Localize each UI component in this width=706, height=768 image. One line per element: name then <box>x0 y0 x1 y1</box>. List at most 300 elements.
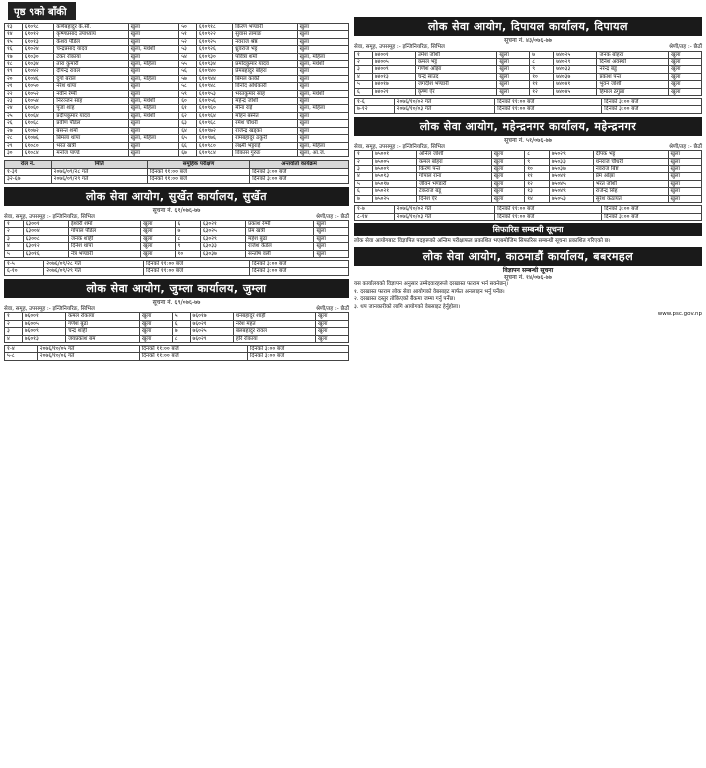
table-cell: जगदीश भण्डारी <box>415 81 496 88</box>
table-cell: २०७६/१०/०३ गते <box>394 213 495 220</box>
table-cell: खुला <box>668 166 702 173</box>
table-cell: ६१०९४० <box>196 68 232 75</box>
table-row <box>355 151 702 158</box>
jumla-table <box>4 312 349 343</box>
table-cell: खुला <box>668 158 702 165</box>
table-cell: २०७६/०९/२८ गते <box>44 261 144 268</box>
table-cell: ६३००८ <box>23 235 68 242</box>
table-row <box>5 68 349 75</box>
table-cell: ७६०२१ <box>190 320 233 327</box>
table-cell: १३ <box>525 188 550 195</box>
mahendranagar-meta-right: श्रेणी/तह :- छैठौं <box>668 143 702 150</box>
table-row <box>5 142 349 149</box>
table-cell: ७५०३७ <box>549 166 593 173</box>
table-cell: बिमल कार्की <box>233 75 297 82</box>
table-cell: १-५ <box>5 261 44 268</box>
table-cell: ५३ <box>179 46 197 53</box>
dipayal-meta-left: सेवा, समूह, उपसमूह :- इन्जिनियरिङ, सिभिल <box>354 44 445 50</box>
table-cell: खुला <box>297 127 348 134</box>
table-cell: दिनेश थापा <box>68 243 140 250</box>
notice-paragraph: २. दरखास्त दस्तुर तोकिएको बैंकमा जम्मा गर्नु पर्नेछ। <box>354 296 456 303</box>
table-cell: ७४०२५ <box>554 51 597 58</box>
kathmandu-notice-no: सूचना नं. १४/०७६-७७ <box>504 274 552 282</box>
table-cell: ७५००५ <box>373 158 417 165</box>
sifaris-text: लोक सेवा आयोगबाट विज्ञापित पदहरूको अन्तिम परीक्षाफल प्रकाशित भएबमोजिम सिफारिस सम्बन्धी सूचना प्रकाशित गरिएको छ। <box>354 237 611 244</box>
table-cell: रमेश चौधरी <box>233 120 297 127</box>
table-cell: ७ <box>172 328 190 335</box>
table-cell: ६१०७२ <box>22 127 54 134</box>
table-cell: ७६००१ <box>22 313 65 320</box>
table-cell: हिमाल ठगुन्ना <box>597 88 669 95</box>
table-cell: ५९ <box>179 90 197 97</box>
table-cell: २४ <box>5 105 23 112</box>
table-cell: खुला, महिला <box>128 61 179 68</box>
table-cell: ७४००१ <box>372 51 415 58</box>
table-cell: ८ <box>530 58 554 65</box>
table-cell: खुला <box>316 328 349 335</box>
table-cell: ७५०२१ <box>373 188 417 195</box>
page-label: पृष्ठ ९को बाँकी <box>8 2 76 20</box>
surkhet-meta-left: सेवा, समूह, उपसमूह :- इन्जिनियरिङ, सिभिल <box>4 213 95 220</box>
table-header-cell: रोल नं. <box>5 161 52 168</box>
table-cell: ७ <box>355 195 373 202</box>
jumla-meta-right: श्रेणी/तह :- छैठौं <box>315 305 349 312</box>
table-cell: ५८ <box>179 83 197 90</box>
table-cell: सुरेश कठायत <box>593 195 668 202</box>
table-cell: महेश बुढा <box>246 235 314 242</box>
table-row <box>5 313 349 320</box>
table-cell: बिमला थापा <box>54 135 128 142</box>
table-row <box>5 235 349 242</box>
table-cell: ६१०९४४ <box>196 75 232 82</box>
table-cell: खुला <box>316 335 349 342</box>
table-row <box>5 31 349 38</box>
table-cell: ७५००१ <box>373 151 417 158</box>
table-cell: ७५००९ <box>373 166 417 173</box>
table-cell: खुला <box>491 188 524 195</box>
table-cell: दिनको ३:०० बजे <box>250 176 349 183</box>
table-cell: १७ <box>5 53 23 60</box>
table-cell: ५५ <box>179 61 197 68</box>
table-row <box>5 149 349 156</box>
table-cell: खुला, महिला <box>128 105 179 112</box>
dipayal-banner: लोक सेवा आयोग, दिपायल कार्यालय, दिपायल <box>354 17 702 36</box>
table-row <box>355 66 702 73</box>
table-row <box>355 166 702 173</box>
table-cell: राजेन्द्र खड्का <box>233 127 297 134</box>
table-cell: ३ <box>355 166 373 173</box>
table-cell: ७५०२९ <box>549 151 593 158</box>
table-cell: खुला, मधेशी <box>128 98 179 105</box>
table-cell: खुला <box>128 90 179 97</box>
table-row <box>5 320 349 327</box>
table-cell: ६१०५० <box>22 83 54 90</box>
table-header-cell: समूहिक परीक्षण <box>147 161 249 168</box>
table-cell: गणेश ओझा <box>415 66 496 73</box>
table-cell: १-६ <box>355 98 395 105</box>
table-cell: उमेश जोशी <box>415 51 496 58</box>
table-header-cell: मिति <box>51 161 147 168</box>
table-cell: ६१०१२ <box>22 31 54 38</box>
mahendranagar-notice-no: सूचना नं. ५१/०७६-७७ <box>504 136 552 144</box>
table-cell: १ <box>355 151 373 158</box>
table-cell: २०७६/०९/२८ गते <box>51 168 147 175</box>
table-row <box>5 127 349 134</box>
table-cell: ५२ <box>179 38 197 45</box>
left-column <box>4 0 349 361</box>
table-cell: खुला, मधेशी <box>297 90 348 97</box>
table-cell: २०७६/१०/०२ गते <box>394 206 495 213</box>
table-cell: निरञ्जन साह <box>54 98 128 105</box>
table-cell: कृष्णप्रसाद उपाध्याय <box>54 31 128 38</box>
table-cell: खुला, आ.ज. <box>297 149 348 156</box>
table-cell: ६३०३७ <box>200 250 245 257</box>
table-cell: ६३०२९ <box>200 235 245 242</box>
table-cell: ६१०९८ <box>22 24 54 31</box>
table-cell: ५ <box>172 313 190 320</box>
table-cell: ५१ <box>179 31 197 38</box>
table-cell: ९ <box>530 66 554 73</box>
table-cell: नरेन्द्र बडू <box>597 66 669 73</box>
table-cell: दिनको ११:०० बजे <box>495 206 602 213</box>
notice-paragraph: यस कार्यालयको विज्ञापन अनुसार उम्मेदवारहरूले दरखास्त फाराम भर्न सक्नेछन्। <box>354 281 509 288</box>
table-cell: ५७ <box>179 75 197 82</box>
table-cell: ६ <box>355 188 373 195</box>
table-cell: ६७ <box>179 149 197 156</box>
table-cell: जीवन भण्डारी <box>417 180 492 187</box>
table-cell: ६३०२५ <box>200 228 245 235</box>
table-cell: १-३१ <box>5 168 52 175</box>
schedule-row <box>5 168 349 175</box>
table-cell: खुला <box>128 31 179 38</box>
table-cell: ६१०९७२ <box>196 127 232 134</box>
table-row <box>5 135 349 142</box>
table-cell: १० <box>175 250 200 257</box>
jumla-banner: लोक सेवा आयोग, जुम्ला कार्यालय, जुम्ला <box>4 279 349 298</box>
table-cell: खुला <box>668 173 702 180</box>
table-cell: नवराज बिष्ट <box>593 166 668 173</box>
table-cell: २८ <box>5 135 23 142</box>
mahendranagar-meta-left: सेवा, समूह, उपसमूह :- इन्जिनियरिङ, सिभिल <box>354 143 445 150</box>
table-cell: १० <box>530 73 554 80</box>
table-cell: ६१०७६ <box>22 135 54 142</box>
table-cell: खुला <box>128 149 179 156</box>
table-cell: दीपेन्द्र रावल <box>54 68 128 75</box>
table-cell: ७४०३७ <box>554 73 597 80</box>
table-cell: प्रदीपकुमार यादव <box>54 112 128 119</box>
table-cell: ७४००५ <box>372 58 415 65</box>
table-cell: बसन्त शर्मा <box>54 127 128 134</box>
table-cell: १२ <box>530 88 554 95</box>
table-cell: खुला <box>139 328 172 335</box>
jumla-meta-left: सेवा, समूह, उपसमूह :- इन्जिनियरिङ, सिभिल <box>4 305 95 312</box>
table-cell: २०७६/१०/०६ गते <box>37 353 139 360</box>
dipayal-notice-no: सूचना नं. ४३/०७६-७७ <box>504 37 552 44</box>
table-cell: ६ <box>355 88 373 95</box>
table-cell: ७४०१३ <box>372 73 415 80</box>
table-cell: ८ <box>525 151 550 158</box>
table-cell: ६१०३४ <box>22 61 54 68</box>
table-row <box>355 73 702 80</box>
table-cell: खुला <box>668 195 702 202</box>
table-cell: २३ <box>5 98 23 105</box>
table-cell: खुला, मधेशी <box>128 112 179 119</box>
table-cell: १० <box>525 166 550 173</box>
right-column <box>354 14 702 318</box>
table-row <box>355 173 702 180</box>
table-cell: दिनको ३:०० बजे <box>250 261 349 268</box>
table-cell: खुला <box>141 235 175 242</box>
table-cell: गणेश बुढा <box>66 320 140 327</box>
table-cell: किरण पन्त <box>417 166 492 173</box>
table-cell: ७४०२९ <box>554 58 597 65</box>
table-cell: १ <box>5 221 24 228</box>
table-cell: ७६०१३ <box>22 335 65 342</box>
table-cell: टंकर रोकाया <box>54 53 128 60</box>
table-cell: पवित्रा शर्मा <box>233 53 297 60</box>
table-cell: ६१०९८४ <box>196 149 232 156</box>
table-row <box>5 105 349 112</box>
table-cell: खुला <box>128 38 179 45</box>
table-cell: ३ <box>355 66 373 73</box>
table-cell: खुला <box>128 142 179 149</box>
table-row <box>355 81 702 88</box>
table-cell: सन्तोष वली <box>246 250 314 257</box>
surkhet-table <box>4 220 349 258</box>
table-cell: खुला <box>491 158 524 165</box>
surkhet-meta-right: श्रेणी/तह :- छैठौं <box>315 213 349 220</box>
surkhet-schedule <box>4 260 349 276</box>
left-top-table <box>4 23 349 157</box>
table-cell: खुला <box>141 228 175 235</box>
table-cell: २०७६/०९/२९ गते <box>51 176 147 183</box>
table-cell: खुला <box>314 235 349 242</box>
table-cell: ६२ <box>179 112 197 119</box>
table-cell: खुला <box>314 243 349 250</box>
table-cell: खुला <box>297 75 348 82</box>
table-cell: खुला <box>668 180 702 187</box>
table-cell: खुला <box>128 127 179 134</box>
table-cell: ३२-६७ <box>5 176 52 183</box>
table-cell: खुला <box>669 58 702 65</box>
table-cell: ७५०३३ <box>549 158 593 165</box>
table-cell: २ <box>355 58 373 65</box>
table-row <box>355 195 702 202</box>
table-cell: खुला <box>139 320 172 327</box>
table-cell: ४ <box>5 335 23 342</box>
table-cell: ६३००४ <box>23 228 68 235</box>
table-cell: २१ <box>5 83 23 90</box>
table-cell: ६१०९२६ <box>196 46 232 53</box>
schedule-row <box>5 176 349 183</box>
table-cell: ६१०१३ <box>22 38 54 45</box>
table-cell: पूजा शाह <box>54 105 128 112</box>
table-cell: ११ <box>530 81 554 88</box>
schedule-row <box>355 98 702 105</box>
schedule-row <box>355 106 702 113</box>
table-cell: ६१०९३४ <box>196 61 232 68</box>
table-cell: खुला <box>139 313 172 320</box>
table-cell: ७४०१७ <box>372 81 415 88</box>
table-cell: दिनको ११:०० बजे <box>139 346 247 353</box>
table-cell: खुला <box>669 81 702 88</box>
table-cell: ७ <box>175 228 200 235</box>
table-row <box>355 188 702 195</box>
table-cell: खुला, महिला <box>128 135 179 142</box>
table-cell: ६३०३३ <box>200 243 245 250</box>
dipayal-table <box>354 51 702 96</box>
table-cell: ६१०९६० <box>196 105 232 112</box>
surkhet-banner: लोक सेवा आयोग, सुर्खेत कार्यालय, सुर्खेत <box>4 187 349 206</box>
table-cell: कमल बोहरा <box>417 158 492 165</box>
table-cell: रामबहादुर ठकुरी <box>233 135 297 142</box>
notice-paragraph: १. दरखास्त फाराम लोक सेवा आयोगको वेबसाइट मार्फत अनलाइन भर्नु पर्नेछ। <box>354 288 505 295</box>
table-cell: खुला <box>316 313 349 320</box>
table-cell: ६४ <box>179 127 197 134</box>
table-cell: खुला <box>297 120 348 127</box>
table-cell: खुला <box>128 120 179 127</box>
table-cell: खुला <box>668 151 702 158</box>
table-row <box>355 51 702 58</box>
table-cell: १ <box>5 313 23 320</box>
table-cell: दिनको ३:०० बजे <box>602 106 702 113</box>
table-header-row <box>5 161 349 168</box>
mahendranagar-schedule <box>354 205 702 221</box>
table-cell: ६१०९६४ <box>196 112 232 119</box>
table-cell: हरि रोकाया <box>233 335 315 342</box>
table-cell: खुला <box>297 112 348 119</box>
table-cell: प्रमोदकुमार यादव <box>233 61 297 68</box>
table-cell: २ <box>5 320 23 327</box>
table-row <box>5 120 349 127</box>
table-cell: प्रवीण पौडेल <box>54 120 128 127</box>
table-cell: नरेश थापा <box>54 83 128 90</box>
table-cell: जनक बोहरा <box>597 51 669 58</box>
table-cell: खुला <box>128 68 179 75</box>
table-cell: कमल रोकाया <box>66 313 140 320</box>
table-cell: खुला <box>314 228 349 235</box>
schedule-row <box>5 268 349 275</box>
table-cell: प्रेम ओझा <box>593 173 668 180</box>
table-cell: ७५०४५ <box>549 180 593 187</box>
table-cell: २२ <box>5 90 23 97</box>
table-cell: दिनको ३:०० बजे <box>250 168 349 175</box>
table-cell: दिनको ३:०० बजे <box>250 268 349 275</box>
table-cell: खुला <box>297 83 348 90</box>
jumla-schedule <box>4 345 349 361</box>
table-cell: ६१०९८० <box>196 142 232 149</box>
schedule-row <box>5 261 349 268</box>
table-cell: नवराज श्रेष्ठ <box>233 38 297 45</box>
table-cell: ६१०६० <box>22 105 54 112</box>
table-cell: ९ <box>525 158 550 165</box>
table-cell: ६६ <box>179 142 197 149</box>
table-cell: ४ <box>355 173 373 180</box>
table-cell: ५६ <box>179 68 197 75</box>
table-cell: दिनको ११:०० बजे <box>147 168 249 175</box>
table-cell: टेकराज बडू <box>417 188 492 195</box>
table-row <box>5 221 349 228</box>
table-cell: ४ <box>5 243 24 250</box>
table-cell: दिनको ३:०० बजे <box>248 353 349 360</box>
schedule-row <box>355 213 702 220</box>
table-cell: ७५०४९ <box>549 188 593 195</box>
table-cell: मनोज पाण्डे <box>54 149 128 156</box>
table-cell: ७४००९ <box>372 66 415 73</box>
table-cell: ईश्वरी शर्मा <box>68 221 140 228</box>
table-cell: १४ <box>5 31 23 38</box>
table-cell: गोपाल राना <box>417 173 492 180</box>
table-cell: खुला, महिला <box>297 53 348 60</box>
table-cell: ७४०३३ <box>554 66 597 73</box>
table-cell: मोहन बस्नेत <box>233 112 297 119</box>
table-cell: अनिल जोशी <box>417 151 492 158</box>
table-cell: ६३ <box>179 120 197 127</box>
table-cell: ६१०६४ <box>22 112 54 119</box>
table-cell: ७६००९ <box>22 328 65 335</box>
table-cell: खुला <box>297 46 348 53</box>
table-cell: खुला, महिला <box>297 142 348 149</box>
table-cell: २० <box>5 75 23 82</box>
table-cell: दिनको ११:०० बजे <box>144 261 250 268</box>
table-cell: २०७६/१०/०५ गते <box>37 346 139 353</box>
table-cell: २ <box>355 158 373 165</box>
table-cell: १२ <box>525 180 550 187</box>
table-cell: चन्द्रप्रसाद यादव <box>54 46 128 53</box>
table-cell: भरतकुमार साह <box>233 90 297 97</box>
table-cell: दिनको ११:०० बजे <box>144 268 250 275</box>
table-cell: ध्रुवराज भट्ट <box>233 46 297 53</box>
table-cell: ११ <box>525 173 550 180</box>
table-cell: खुला <box>316 320 349 327</box>
table-cell: जयप्रकाश बम <box>66 335 140 342</box>
table-cell: ७ <box>530 51 554 58</box>
table-cell: दिनको ३:०० बजे <box>602 213 702 220</box>
table-cell: ६१०२४ <box>22 46 54 53</box>
kathmandu-sub: विज्ञापन सम्बन्धी सूचना <box>502 267 554 275</box>
table-cell: दिनको ११:०० बजे <box>139 353 247 360</box>
table-cell: खुला <box>297 135 348 142</box>
table-cell: खुला <box>491 151 524 158</box>
table-cell: राजेश कँडेल <box>246 243 314 250</box>
table-cell: खुला, मधेशी <box>128 46 179 53</box>
table-row <box>5 112 349 119</box>
table-cell: ७५०२५ <box>373 195 417 202</box>
table-cell: तारा कुमारी <box>54 61 128 68</box>
table-cell: दिनेश अवस्थी <box>597 58 669 65</box>
table-cell: ६१०८४ <box>22 149 54 156</box>
table-cell: गोपाल पौडेल <box>68 228 140 235</box>
table-cell: ६१०९१८ <box>196 24 232 31</box>
table-cell: ८-१४ <box>355 213 395 220</box>
table-row <box>5 38 349 45</box>
table-cell: ३ <box>5 235 24 242</box>
table-cell: खुला <box>668 188 702 195</box>
table-cell: ५० <box>179 24 197 31</box>
table-row <box>5 90 349 97</box>
table-cell: कमल भट्ट <box>415 58 496 65</box>
table-cell: २७ <box>5 127 23 134</box>
table-row <box>5 335 349 342</box>
table-cell: ६१०८० <box>22 142 54 149</box>
table-cell: दिनको ११:०० बजे <box>495 106 602 113</box>
table-cell: १५ <box>5 38 23 45</box>
table-cell: १-७ <box>355 206 395 213</box>
table-cell: ५ <box>355 81 373 88</box>
table-cell: खुला <box>491 173 524 180</box>
table-cell: ७-१२ <box>355 106 395 113</box>
table-cell: ६१०३० <box>22 53 54 60</box>
